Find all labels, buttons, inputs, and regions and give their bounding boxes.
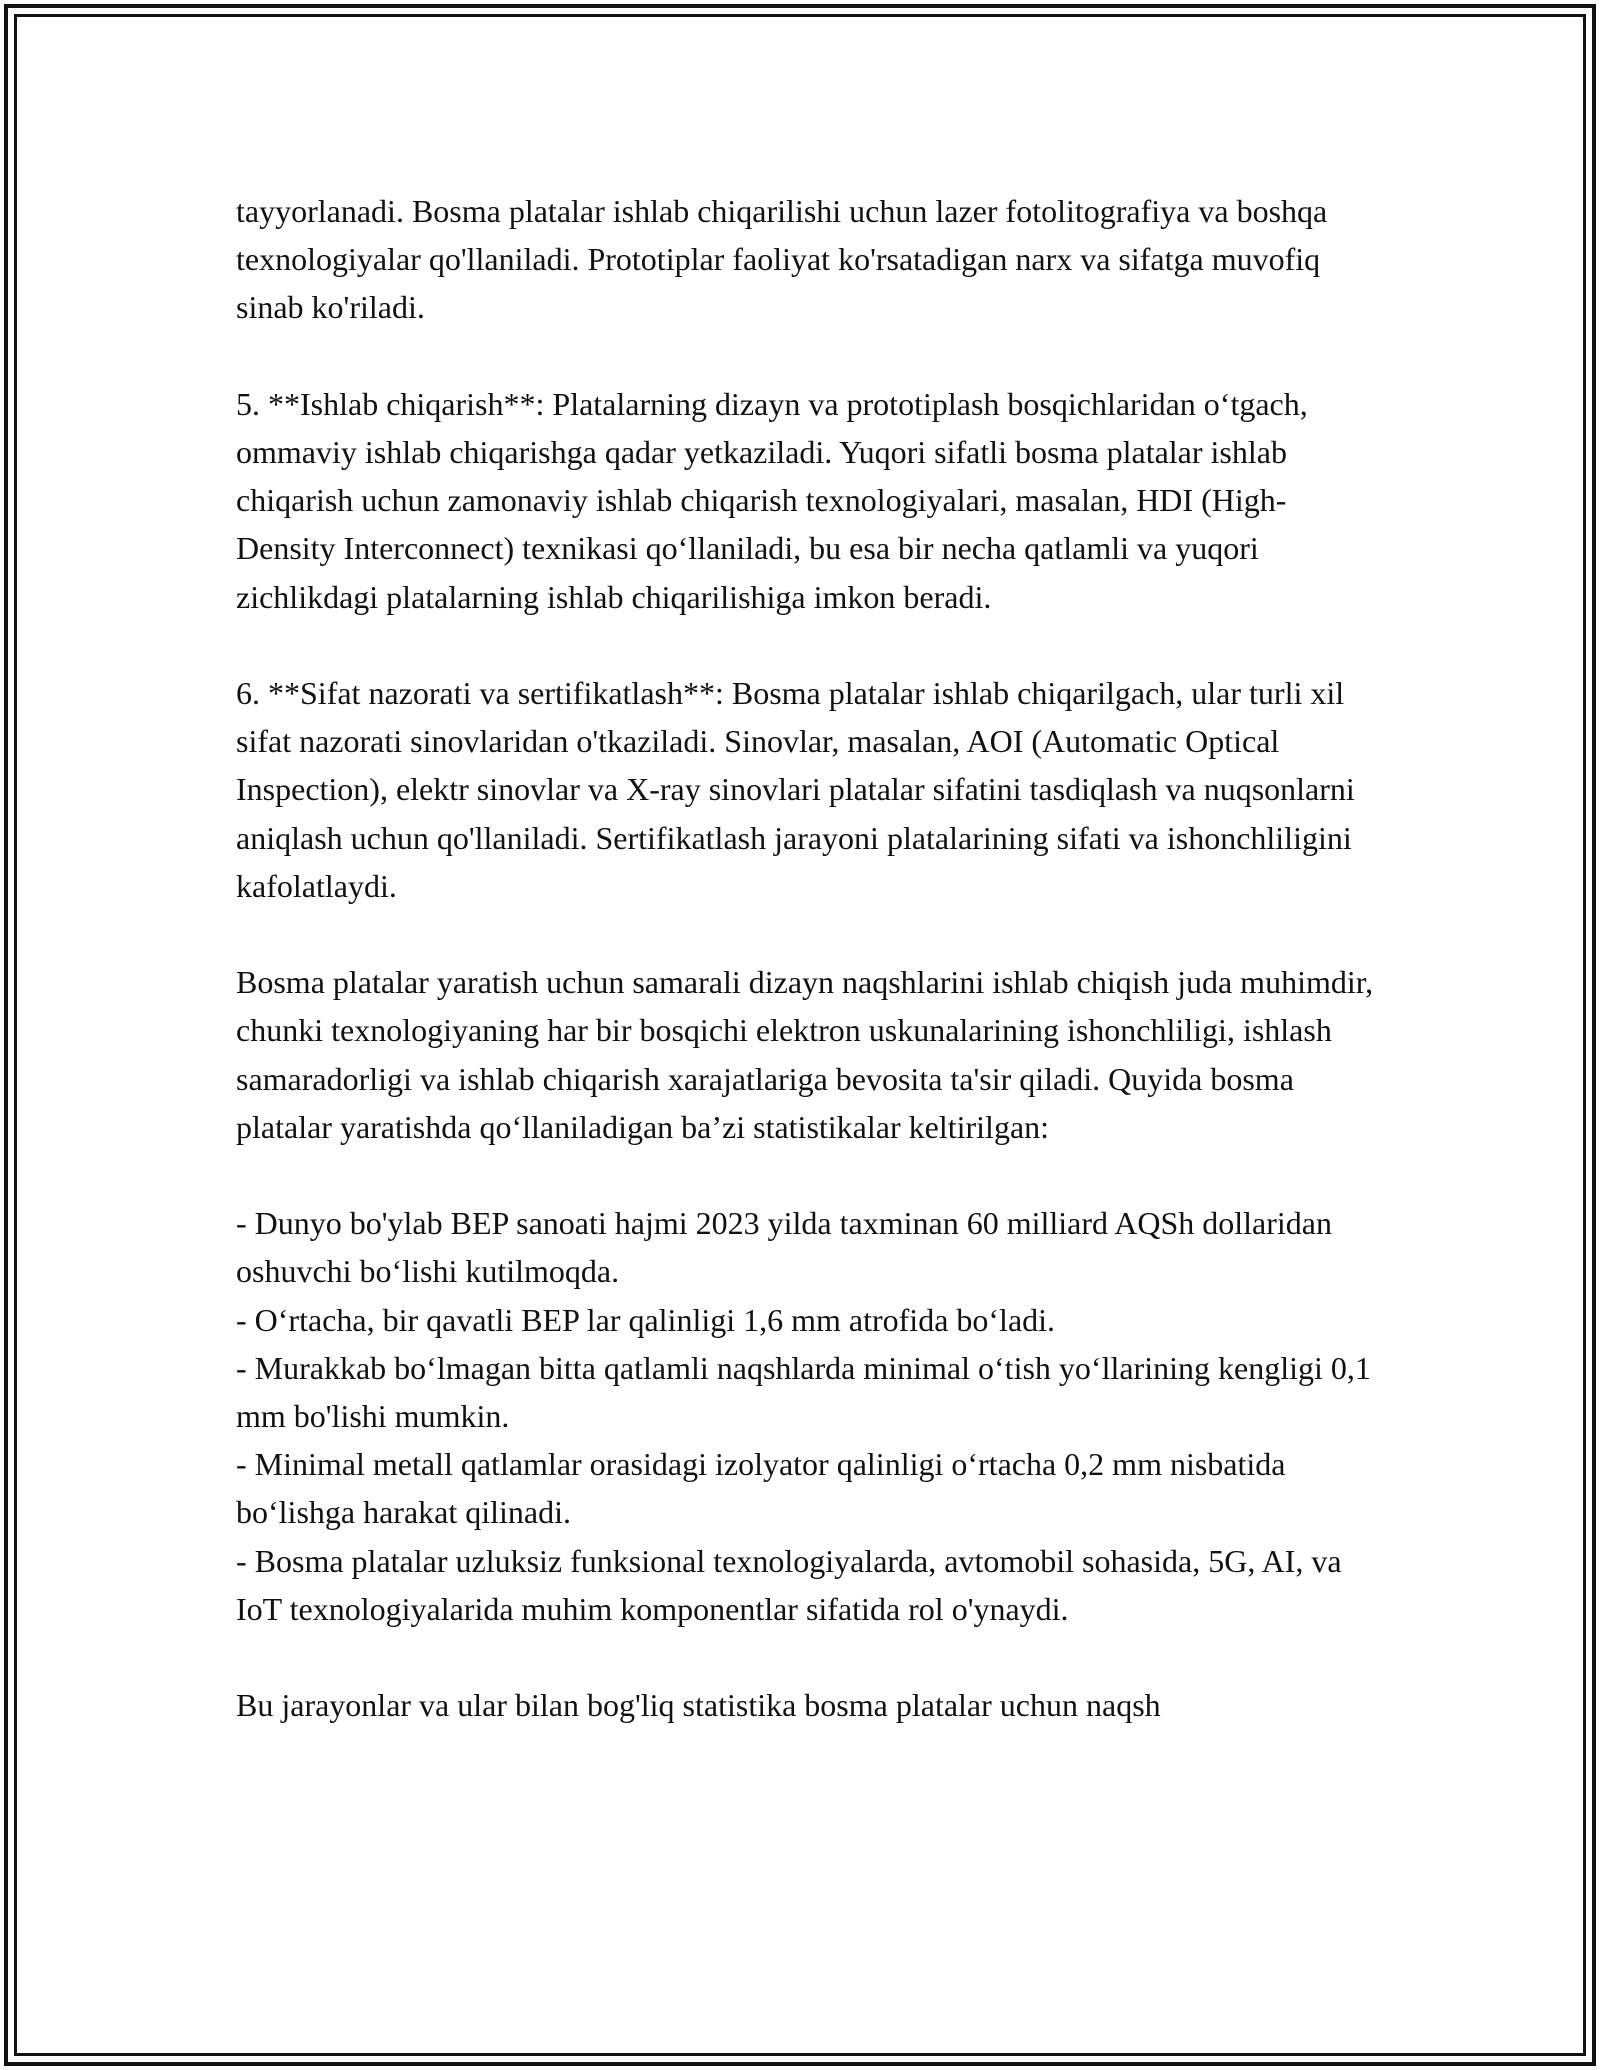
paragraph-prototyping-continued: tayyorlanadi. Bosma platalar ishlab chiqarilishi uchun lazer fotolitografiya va boshqa texnologiyalar qo'llaniladi. Prototiplar faoliyat ko'rsatadigan narx va sifatga muvofiq sinab ko'riladi.	[236, 193, 1328, 326]
paragraph-closing: Bu jarayonlar va ular bilan bog'liq statistika bosma platalar uchun naqsh	[236, 1687, 1161, 1724]
paragraph-step-5-production: 5. **Ishlab chiqarish**: Platalarning dizayn va prototiplash bosqichlaridan o‘tgach, ommaviy ishlab chiqarishga qadar yetkaziladi. Yuqori sifatli bosma platalar ishlab chiqarish uchun zamonaviy ishlab chiqarish texnologiyalari, masalan, HDI (High-Density Interconnect) texnikasi qo‘llaniladi, bu esa bir necha qatlamli va yuqori zichlikdagi platalarning ishlab chiqarilishiga imkon beradi.	[236, 385, 1308, 615]
statistics-list	[236, 1199, 1376, 1633]
paragraph-statistics-intro: Bosma platalar yaratish uchun samarali dizayn naqshlarini ishlab chiqish juda muhimdir, chunki texnologiyaning har bir bosqichi elektron uskunalarining ishonchliligi, ishlash samaradorligi va ishlab chiqarish xarajatlariga bevosita ta'sir qiladi. Quyida bosma platalar yaratishda qo‘llaniladigan ba’zi statistikalar keltirilgan:	[236, 964, 1374, 1145]
list-item: - O‘rtacha, bir qavatli BEP lar qalinligi 1,6 mm atrofida bo‘ladi.	[236, 1301, 1056, 1338]
document-body	[236, 187, 1376, 1778]
list-item: - Murakkab bo‘lmagan bitta qatlamli naqshlarda minimal o‘tish yo‘llarining kengligi 0,1 mm bo'lishi mumkin.	[236, 1349, 1371, 1435]
list-item: - Minimal metall qatlamlar orasidagi izolyator qalinligi o‘rtacha 0,2 mm nisbatida bo‘lishga harakat qilinadi.	[236, 1446, 1286, 1531]
list-item: - Dunyo bo'ylab BEP sanoati hajmi 2023 yilda taxminan 60 milliard AQSh dollaridan oshuvchi bo‘lishi kutilmoqda.	[236, 1205, 1332, 1290]
list-item: - Bosma platalar uzluksiz funksional texnologiyalarda, avtomobil sohasida, 5G, AI, va IoT texnologiyalarida muhim komponentlar sifatida rol o'ynaydi.	[236, 1542, 1342, 1627]
paragraph-step-6-quality-control: 6. **Sifat nazorati va sertifikatlash**: Bosma platalar ishlab chiqarilgach, ular turli xil sifat nazorati sinovlaridan o'tkaziladi. Sinovlar, masalan, AOI (Automatic Optical Inspection), elektr sinovlar va X-ray sinovlari platalar sifatini tasdiqlash va nuqsonlarni aniqlash uchun qo'llaniladi. Sertifikatlash jarayoni platalarining sifati va ishonchliligini kafolatlaydi.	[236, 675, 1355, 904]
